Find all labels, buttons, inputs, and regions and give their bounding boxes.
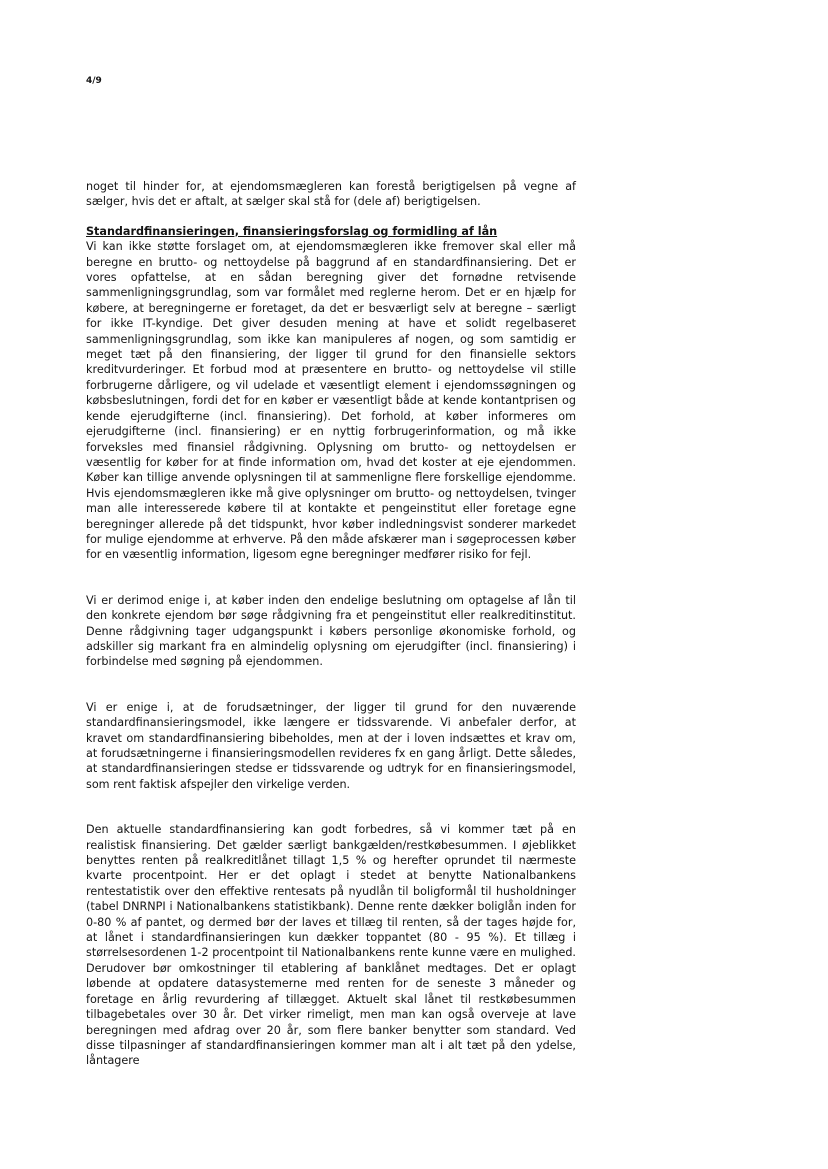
body-paragraph-2: Vi er derimod enige i, at køber inden den endelige beslutning om optagelse af lån til den konkrete ejendom bør søge rådgivning fra et pengeinstitut eller realkreditinstitut. Denne rådgivning tager udgangspunkt i købers personlige økonomiske forhold, og adskiller sig markant fra en almindelig oplysning om ejerudgifter (incl. finansiering) i forbindelse med søgning på ejendommen.	[86, 593, 576, 669]
section-heading: Standardfinansieringen, finansieringsforslag og formidling af lån	[86, 224, 498, 238]
page-number: 4/9	[86, 76, 102, 86]
body-paragraph-1: Vi kan ikke støtte forslaget om, at ejendomsmægleren ikke fremover skal eller må beregne en brutto- og nettoydelse på baggrund af en standardfinansiering. Det er vores opfattelse, at en sådan beregning giver det fornødne retvisende sammenligningsgrundlag, som var formålet med reglerne herom. Det er en hjælp for købere, at beregningerne er foretaget, da det er besværligt selv at beregne – særligt for ikke IT-kyndige. Det giver desuden mening at have et solidt regelbaseret sammenligningsgrundlag, som ikke kan manipuleres af nogen, og som samtidig er meget tæt på den finansiering, der ligger til grund for den finansielle sektors kreditvurderinger. Et forbud mod at præsentere en brutto- og nettoydelse vil stille forbrugerne dårligere, og vil udelade et væsentligt element i ejendomssøgningen og købsbeslutningen, fordi det for en køber er væsentligt både at kende kontantprisen og kende ejerudgifterne (incl. finansiering). Det forhold, at køber informeres om ejerudgifterne (incl. finansiering) er en nyttig forbrugerinformation, og må ikke forveksles med finansiel rådgivning. Oplysning om brutto- og nettoydelsen er væsentlig for køber for at finde information om, hvad det koster at eje ejendommen. Køber kan tillige anvende oplysningen til at sammenligne flere forskellige ejendomme. Hvis ejendomsmægleren ikke må give oplysninger om brutto- og nettoydelsen, tvinger man alle interesserede købere til at kontakte et pengeinstitut eller foretage egne beregninger allerede på det tidspunkt, hvor køber indledningsvist sonderer markedet for mulige ejendomme at erhverve. På den måde afskærer man i søgeprocessen køber for en væsentlig information, ligesom egne beregninger medfører risiko for fejl.	[86, 240, 576, 562]
body-paragraph-3: Vi er enige i, at de forudsætninger, der ligger til grund for den nuværende standardfinansieringsmodel, ikke længere er tidssvarende. Vi anbefaler derfor, at kravet om standardfinansiering bibeholdes, men at der i loven indsættes et krav om, at forudsætningerne i finansieringsmodellen revideres fx en gang årligt. Dette således, at standardfinansieringen stedse er tidssvarende og udtryk for en finansieringsmodel, som rent faktisk afspejler den virkelige verden.	[86, 700, 576, 791]
body-paragraph-4: Den aktuelle standardfinansiering kan godt forbedres, så vi kommer tæt på en realistisk finansiering. Det gælder særligt bankgælden/restkøbesummen. I øjeblikket benyttes renten på realkreditlånet tillagt 1,5 % og herefter oprundet til nærmeste kvarte procentpoint. Her er det oplagt i stedet at benytte Nationalbankens rentestatistik over den effektive rentesats på nyudlån til boligformål til husholdninger (tabel DNRNPI i Nationalbankens statistikbank). Denne rente dækker boliglån inden for 0-80 % af pantet, og dermed bør der laves et tillæg til renten, så der tages højde for, at lånet i standardfinansieringen kun dækker toppantet (80 - 95 %). Et tillæg i størrelsesordenen 1-2 procentpoint til Nationalbankens rente kunne være en mulighed. Derudover bør omkostninger til etablering af banklånet medtages. Det er oplagt løbende at opdatere datasystemerne med renten for de seneste 3 måneder og foretage en årlig revurdering af tillægget. Aktuelt skal lånet til restkøbesummen tilbagebetales over 30 år. Det virker rimeligt, men man kan også overveje at lave beregningen med afdrag over 20 år, som flere banker benytter som standard. Ved disse tilpasninger af standardfinansieringen kommer man alt i alt tæt på den ydelse, låntagere	[86, 823, 576, 1068]
intro-paragraph: noget til hinder for, at ejendomsmægleren kan forestå berigtigelsen på vegne af sælger, hvis det er aftalt, at sælger skal stå for (dele af) berigtigelsen.	[86, 180, 576, 209]
document-body	[86, 179, 576, 1069]
